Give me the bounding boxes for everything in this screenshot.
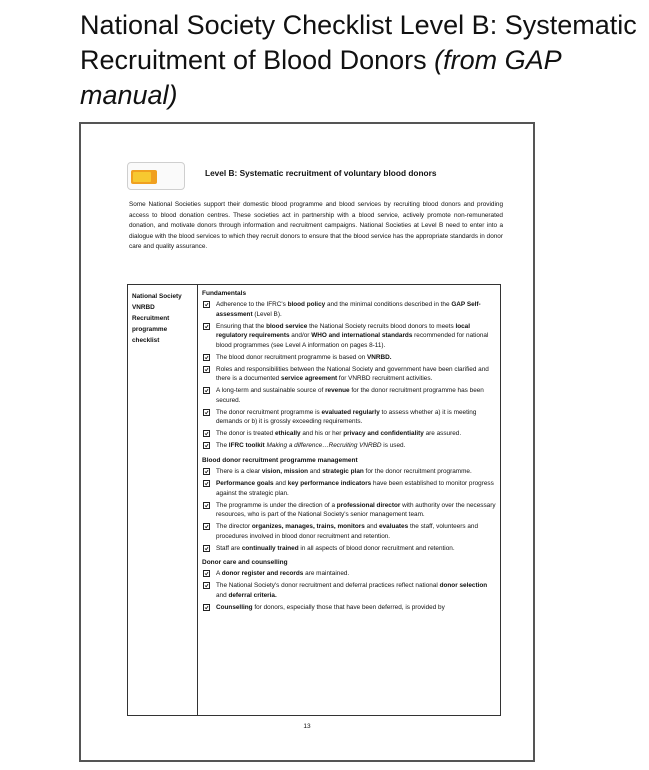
check-mark-icon xyxy=(204,443,209,448)
ifrc-level-logo xyxy=(127,162,185,190)
check-mark-icon xyxy=(204,355,209,360)
checklist-item-text: service agreement xyxy=(281,375,338,383)
checklist-item-text: The donor recruitment programme is xyxy=(216,408,322,416)
checklist-item-text: privacy and confidentiality xyxy=(343,430,424,438)
checklist-item xyxy=(202,300,496,319)
checked-box-icon xyxy=(203,430,210,437)
checked-box-icon xyxy=(203,323,210,330)
checklist-item-text: professional director xyxy=(336,501,401,509)
check-mark-icon xyxy=(204,388,209,393)
checklist-item-text: There is a clear xyxy=(216,468,262,476)
checked-box-icon xyxy=(203,301,210,308)
checklist-item-text: The xyxy=(216,442,229,450)
checklist-item-text: vision, mission xyxy=(261,468,308,476)
checked-box-icon xyxy=(203,570,210,577)
checklist-item xyxy=(202,603,496,613)
checklist-item xyxy=(202,365,496,384)
section-title: Donor care and counselling xyxy=(202,559,288,567)
checklist-item-text: for the donor recruitment programme. xyxy=(363,468,472,476)
checklist-item-text: and xyxy=(308,468,323,476)
checklist-item xyxy=(202,581,496,600)
checklist-item-text: Roles and responsibilities between the National Society and government have been clarified and there is a documented xyxy=(216,365,489,383)
checklist-item-text: and xyxy=(364,523,380,531)
check-mark-icon xyxy=(204,571,209,576)
checklist-item-text: for VNRBD recruitment activities. xyxy=(337,375,433,383)
checklist-label-line: Recruitment xyxy=(132,315,170,322)
check-mark-icon xyxy=(204,524,209,529)
checklist-label-cell xyxy=(128,285,198,715)
checklist-item-text: ethically xyxy=(274,430,301,438)
checked-box-icon xyxy=(203,523,210,530)
slide-title-italic: (from GAP manual) xyxy=(80,45,561,110)
checklist-item-text: evaluated regularly xyxy=(321,408,380,416)
checklist-item-text: strategic plan xyxy=(322,468,364,476)
checklist-label-line: programme xyxy=(132,326,168,333)
intro-paragraph: Some National Societies support their domestic blood programme and blood services by recruiting blood donors and providing access to blood donation centres. These societies act in partnership with a blood service, actively promote non-remunerated donation, and motivate donors through information and recruitment campaigns. National Societies at Level B need to enter into a dialogue with the blood services to which they recruit donors to ensure that the blood service has the appropriate standards in donor care and quality assurance. xyxy=(129,201,503,250)
checked-box-icon xyxy=(203,545,210,552)
checklist-item xyxy=(202,386,496,405)
checked-box-icon xyxy=(203,502,210,509)
checklist-item xyxy=(202,522,496,541)
checklist-item xyxy=(202,353,496,363)
check-mark-icon xyxy=(204,546,209,551)
check-mark-icon xyxy=(204,410,209,415)
check-mark-icon xyxy=(204,605,209,610)
checklist-item-text: with authority over the necessary resources, who is part of the National Society's senior management team. xyxy=(216,501,496,519)
checklist-item-text: donor register and records xyxy=(221,570,304,578)
check-mark-icon xyxy=(204,583,209,588)
checked-box-icon xyxy=(203,582,210,589)
checklist-item-text: local regulatory requirements xyxy=(216,322,471,340)
checklist-item-text: are maintained. xyxy=(303,570,350,578)
checklist-label-line: VNRBD xyxy=(132,304,155,311)
checklist-item xyxy=(202,544,496,554)
checklist-item-text: for the donor recruitment programme has been secured. xyxy=(216,387,484,404)
checklist-item-text: and/or xyxy=(289,332,312,340)
checklist-item-text: continually trained xyxy=(241,544,299,552)
checklist-item-text: and xyxy=(216,591,229,599)
checklist-item-text: recommended for national blood programmes (see Level A information on pages 8-11). xyxy=(216,332,489,349)
checklist-item-text: Adherence to the IFRC's xyxy=(216,301,288,308)
checklist-item-text: donor selection xyxy=(439,582,488,590)
check-mark-icon xyxy=(204,503,209,508)
checklist-item xyxy=(202,441,496,451)
checked-box-icon xyxy=(203,409,210,416)
checklist-item-text: Ensuring that the xyxy=(216,322,267,330)
checklist-item-text: The donor is treated xyxy=(216,430,275,438)
checklist-item-text: Performance goals xyxy=(216,480,274,488)
checklist-item-text: organizes, manages, trains, monitors xyxy=(251,523,365,531)
checklist-item-text: A long-term and sustainable source of xyxy=(216,387,326,395)
checklist-item-text: IFRC toolkit xyxy=(228,442,265,450)
checked-box-icon xyxy=(203,366,210,373)
checklist-item xyxy=(202,501,496,520)
slide-title xyxy=(80,8,645,113)
checklist-item-text: and xyxy=(273,480,288,488)
checklist-item-text: revenue xyxy=(325,387,350,395)
checklist-item-text: WHO and international standards xyxy=(311,332,413,340)
checked-box-icon xyxy=(203,442,210,449)
checklist-item-text: Staff are xyxy=(216,544,242,552)
checklist-item-text: for donors, especially those that have been deferred, is provided by xyxy=(252,603,445,611)
checklist-item xyxy=(202,569,496,579)
checklist-item-text: The programme is under the direction of a xyxy=(216,501,337,509)
checklist-item-text: and the minimal conditions described in the xyxy=(325,301,452,308)
checklist-item-text: to assess whether a) it is meeting demands or b) it is grossly exceeding requirements. xyxy=(216,408,477,426)
section-title: Fundamentals xyxy=(202,290,247,297)
checklist-item-text: deferral criteria. xyxy=(228,591,277,599)
checklist-item-text: and his or her xyxy=(300,430,344,438)
logo-yellow-bar xyxy=(133,172,151,182)
checklist-item-text: The director xyxy=(216,523,252,531)
checklist-item-text: Making a difference…Recruiting VNRBD xyxy=(266,442,382,450)
checklist-item-text: the National Society recruits blood donors to meets xyxy=(307,322,456,330)
check-mark-icon xyxy=(204,302,209,307)
check-mark-icon xyxy=(204,469,209,474)
check-mark-icon xyxy=(204,324,209,329)
checklist-item-text: is used. xyxy=(381,442,406,450)
checklist-item-text: have been established to monitor progress against the strategic plan. xyxy=(216,480,494,497)
checklist-item-text: VNRBD. xyxy=(366,353,392,361)
checklist-item-text: are assured. xyxy=(423,430,462,438)
section-title: Blood donor recruitment programme management xyxy=(202,457,358,465)
checklist-item-text: blood service xyxy=(266,322,308,330)
checklist-item xyxy=(202,322,496,351)
checklist-item xyxy=(202,479,496,498)
page-number: 13 xyxy=(303,723,311,730)
checklist-label-line: National Society xyxy=(132,293,182,300)
check-mark-icon xyxy=(204,367,209,372)
checklist-item-text: The National Society's donor recruitment and deferral practices reflect national xyxy=(216,582,440,590)
checklist-item-text: A xyxy=(216,570,222,578)
checklist-item xyxy=(202,467,496,477)
checklist-item-text: Counselling xyxy=(216,603,253,611)
slide-title-main: National Society Checklist Level B: Systematic Recruitment of Blood Donors xyxy=(80,10,637,75)
checklist-item-text: evaluates xyxy=(379,523,409,531)
checklist-item-text: The blood donor recruitment programme is based on xyxy=(216,353,367,361)
checklist-item-text: blood policy xyxy=(287,301,326,308)
document-heading: Level B: Systematic recruitment of voluntary blood donors xyxy=(205,168,437,178)
checked-box-icon xyxy=(203,480,210,487)
checklist-item-text: GAP Self-assessment xyxy=(216,301,481,318)
checklist-item-text: in all aspects of blood donor recruitment and retention. xyxy=(298,544,455,552)
checklist-items-cell xyxy=(198,285,500,615)
check-mark-icon xyxy=(204,481,209,486)
checked-box-icon xyxy=(203,354,210,361)
checklist-item-text: key performance indicators xyxy=(287,480,372,488)
checklist-item-text: the staff, volunteers and procedures involved in blood donor recruitment and retention. xyxy=(216,523,479,540)
checked-box-icon xyxy=(203,468,210,475)
check-mark-icon xyxy=(204,431,209,436)
checked-box-icon xyxy=(203,387,210,394)
checklist-item xyxy=(202,408,496,427)
checklist-item xyxy=(202,429,496,439)
checked-box-icon xyxy=(203,604,210,611)
checklist-label-line: checklist xyxy=(132,337,160,344)
checklist-table xyxy=(127,284,501,716)
document-page-image xyxy=(79,122,535,762)
checklist-item-text: (Level B). xyxy=(252,310,282,318)
